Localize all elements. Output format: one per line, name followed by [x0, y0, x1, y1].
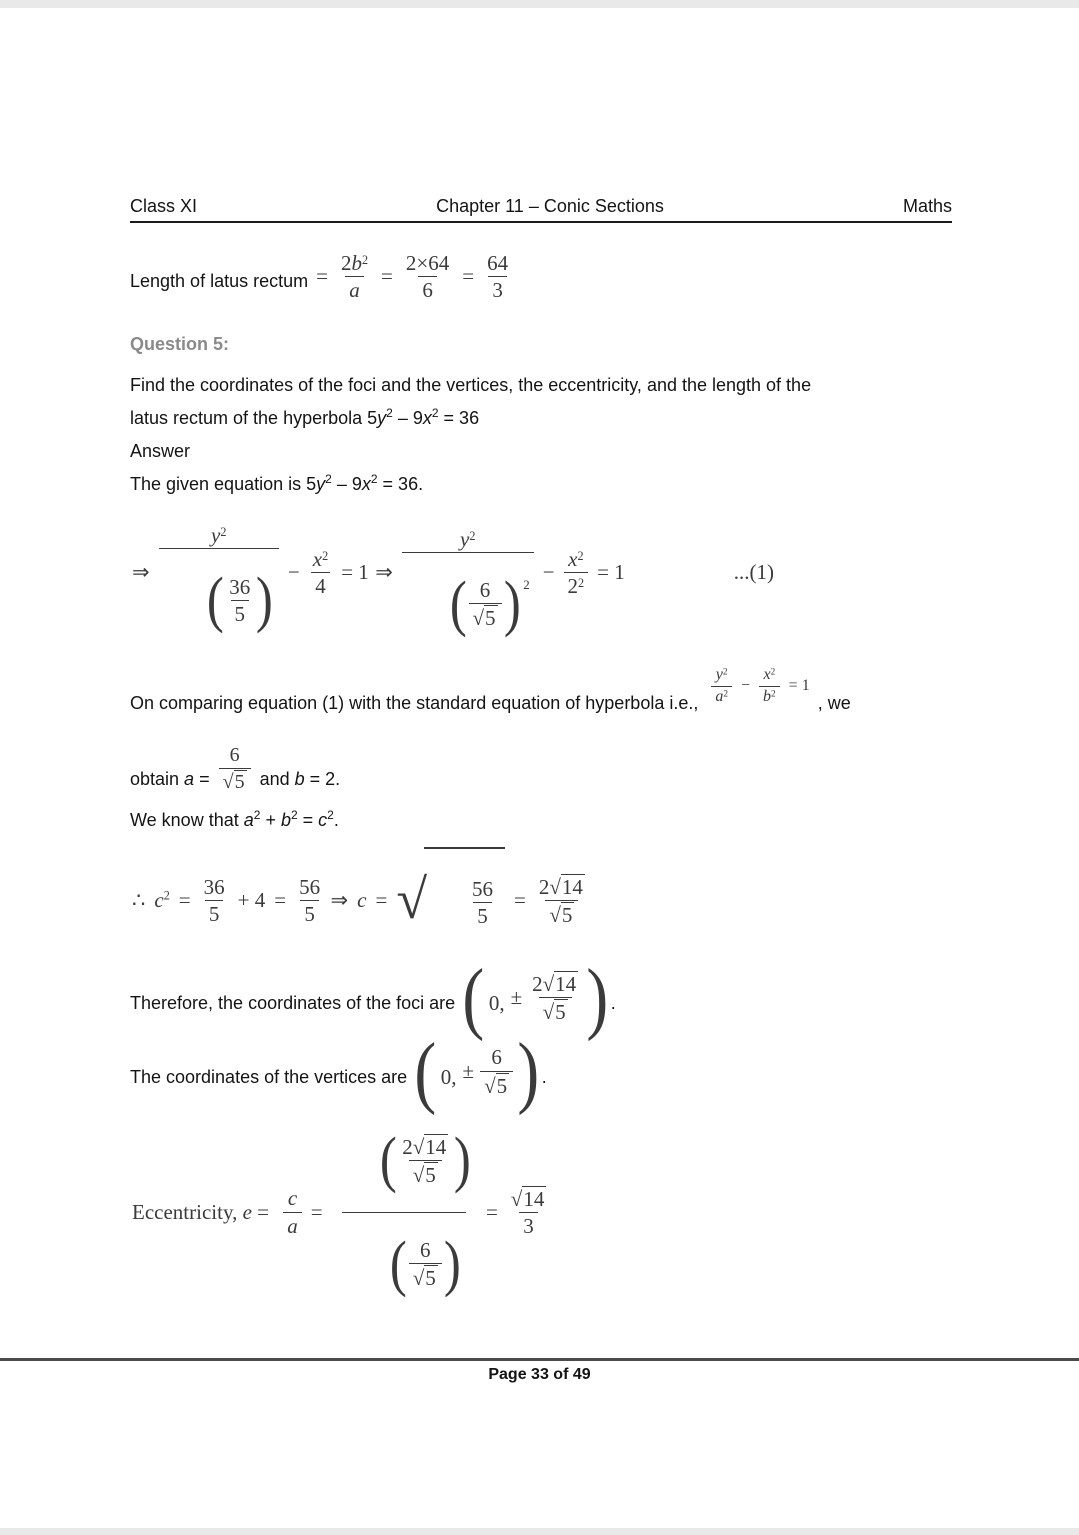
variable-x: x [422, 408, 432, 429]
coefficient: 2 [402, 1134, 413, 1159]
radicand: 14 [555, 971, 577, 996]
zero-coordinate: 0, [488, 991, 505, 1016]
radical-icon: √ [412, 1162, 425, 1187]
foci-line [130, 953, 952, 1042]
compare-line [130, 666, 952, 720]
fraction-56-5: $\frac{56}{5}$ [472, 877, 494, 929]
radical-icon: √ [542, 971, 555, 996]
doc-header [130, 196, 952, 223]
fraction-x2-b2: $\frac{x^2}{b^2}$ [759, 666, 780, 706]
foci-text: Therefore, the coordinates of the foci are [130, 992, 461, 1013]
fraction-y2-over-36-5 [159, 523, 279, 650]
minus-sign: − [287, 560, 300, 585]
variable-c: c [287, 1186, 298, 1211]
numerator: 6 [420, 1238, 431, 1263]
period: . [610, 992, 616, 1013]
sqrt-5 [473, 605, 498, 630]
equals-sign: = [375, 887, 388, 912]
close-paren: ) [454, 1125, 472, 1194]
variable-x: x [568, 546, 578, 571]
denominator: 6 [418, 276, 437, 302]
radicand: 5 [425, 1266, 436, 1291]
numerator: 64 [487, 251, 509, 275]
radicand: 14 [523, 1186, 545, 1211]
base: 2 [567, 574, 579, 599]
exponent: 2 [431, 406, 439, 421]
page-number: Page 33 of 49 [488, 1366, 591, 1383]
denominator: 4 [311, 572, 330, 598]
numerator: 2×64 [405, 251, 450, 275]
radical-icon: √ [222, 771, 234, 794]
c-squared-line [132, 875, 324, 926]
latus-rectum-label: Length of latus rectum [130, 271, 309, 292]
radicand: 5 [561, 902, 573, 927]
sqrt-14 [413, 1134, 449, 1159]
variable-c: c [318, 810, 328, 831]
numerator: 6 [491, 1045, 502, 1070]
header-subject: Maths [902, 196, 952, 216]
variable-b: b [351, 251, 362, 275]
plus-4: + 4 [237, 887, 266, 912]
variable-y: y [316, 474, 326, 495]
equals-sign: = [381, 264, 393, 289]
sqrt-14 [511, 1186, 547, 1211]
fraction-6-sqrt5 [219, 744, 251, 794]
variable-y: y [460, 526, 470, 551]
equals-sign: = [274, 887, 287, 912]
fraction-6-sqrt5 [480, 1045, 513, 1097]
open-paren: ( [449, 569, 467, 638]
period: . [541, 1066, 547, 1087]
latus-rectum-equation [316, 251, 512, 302]
numerator: 6 [229, 744, 240, 767]
radicand: 14 [561, 874, 583, 899]
sqrt-5 [549, 902, 574, 927]
implies-arrow-icon: ⇒ [330, 887, 349, 912]
radical-icon: √ [396, 868, 428, 931]
equals-1: = 1 [597, 560, 625, 585]
latus-rectum-line [130, 251, 952, 303]
equals-sign: = [310, 1199, 323, 1224]
radicand: 5 [485, 606, 496, 631]
radical-icon: √ [510, 1186, 523, 1211]
radical-icon: √ [549, 874, 561, 899]
close-paren: ) [517, 1027, 540, 1116]
numerator: 6 [479, 578, 491, 603]
paren-6-sqrt5 [388, 1229, 462, 1298]
sqrt-5 [413, 1265, 438, 1290]
radicand: 14 [425, 1134, 447, 1159]
equals-sign: = [462, 264, 475, 289]
plus-minus-sign: ± [510, 985, 523, 1010]
compare-text: On comparing equation (1) with the standard equation of hyperbola i.e., [130, 693, 704, 714]
variable-x: x [312, 546, 323, 571]
equation-1 [132, 509, 369, 636]
minus-sign: − [741, 677, 751, 695]
variable-y: y [211, 523, 221, 548]
footer-rule [0, 1358, 1079, 1361]
foci-coordinates [460, 953, 611, 1042]
coefficient: 2 [532, 971, 543, 996]
exponent: 2 [386, 406, 393, 421]
implies-arrow-icon: ⇒ [132, 560, 150, 585]
exponent: 2 [577, 548, 584, 563]
variable-b: b [280, 810, 291, 831]
fraction-y2-over-6-sqrt5-squared [402, 527, 534, 655]
equals-sign: = [514, 887, 526, 912]
c-value-line [331, 847, 589, 953]
exponent: 2 [220, 525, 227, 540]
sqrt-5 [223, 770, 247, 794]
document-page [130, 0, 952, 1315]
open-paren: ( [414, 1027, 437, 1116]
variable-x: x [361, 474, 371, 495]
question-heading: Question 5: [130, 334, 230, 355]
open-paren: ( [462, 953, 485, 1042]
minus-sign: − [542, 560, 555, 585]
fraction-36-5 [225, 575, 254, 626]
radical-icon: √ [484, 1073, 496, 1098]
close-paren: ) [586, 953, 609, 1042]
coefficient: 2 [340, 251, 352, 275]
vertices-text: The coordinates of the vertices are [130, 1066, 413, 1087]
coefficient: 2 [538, 874, 550, 899]
open-paren: ( [379, 1125, 397, 1194]
vertices-coordinates [412, 1027, 542, 1116]
variable-a: a [184, 769, 195, 790]
equals-1: = 1 [341, 560, 369, 585]
fraction-2sqrt14-sqrt5 [528, 971, 582, 1024]
denominator: 3 [519, 1212, 538, 1238]
fraction-sqrt14-3 [507, 1186, 551, 1238]
radical-icon: √ [472, 606, 485, 631]
denominator: 3 [488, 276, 507, 302]
exponent: 2 [322, 548, 329, 563]
obtain-line: obtain a = 6 √ 5 and b = 2. [130, 744, 341, 794]
sqrt-5 [543, 999, 568, 1024]
radicand: 5 [425, 1162, 436, 1187]
fraction-6-sqrt5 [469, 578, 502, 630]
variable-b: b [294, 769, 305, 790]
exponent: 2 [578, 576, 585, 591]
therefore-icon: ∴ [132, 887, 146, 912]
equals-sign: = [316, 264, 328, 289]
sqrt-5 [484, 1073, 509, 1098]
close-paren: ) [256, 565, 274, 634]
variable-e: e [242, 1199, 252, 1224]
know-line: We know that $a^2 + b^2 = c^2$. [130, 808, 339, 831]
exponent: 2 [163, 888, 170, 903]
radical-icon: √ [412, 1266, 425, 1291]
question-text-line-1: Find the coordinates of the foci and the vertices, the eccentricity, and the length of the [130, 375, 812, 396]
exponent: 2 [370, 472, 378, 487]
sqrt-14 [543, 971, 579, 996]
fraction-2sqrt14-sqrt5 [398, 1134, 452, 1187]
open-paren: ( [389, 1229, 407, 1298]
plus-minus-sign: ± [462, 1059, 475, 1084]
page-edge-bottom [0, 1528, 1079, 1535]
fraction-2x64-6 [402, 251, 453, 302]
equals-sign: = [178, 887, 191, 912]
implies-arrow-icon: ⇒ [375, 560, 393, 585]
numerator: 36 [229, 574, 251, 599]
exponent: 2 [325, 472, 332, 487]
fraction-36-5: $\frac{36}{5}$ [203, 874, 225, 926]
answer-label: Answer [130, 441, 191, 462]
equation-2 [375, 509, 774, 637]
given-equation-line: The given equation is $5y^2 - 9x^2 = 36$. [130, 472, 424, 495]
sqrt-56-over-5 [396, 847, 505, 953]
vertices-line [130, 1027, 952, 1116]
fraction-56-5: $\frac{56}{5}$ [299, 874, 321, 926]
variable-a: a [345, 276, 364, 302]
variable-a: a [283, 1212, 302, 1238]
sqrt-14 [549, 874, 585, 899]
close-paren: ) [503, 569, 521, 638]
outer-exponent: 2 [523, 577, 530, 593]
zero-coordinate: 0, [440, 1065, 457, 1090]
header-chapter-title: Chapter 11 – Conic Sections [436, 196, 664, 216]
eccentricity-label: Eccentricity, [132, 1199, 243, 1224]
variable-c: c [357, 887, 367, 912]
paren-2sqrt14-sqrt5 [378, 1125, 473, 1194]
fraction-y2-a2: $y^2$ $a^2$ [711, 666, 732, 706]
equals-sign: = [485, 1199, 498, 1224]
radical-icon: √ [542, 1000, 555, 1025]
question-text-line-2: latus rectum of the hyperbola $5y^2 - 9x^2 = 36$ [130, 406, 480, 429]
fraction-64-3 [483, 251, 512, 302]
close-paren: ) [443, 1229, 461, 1298]
radicand: 5 [555, 1000, 566, 1025]
big-fraction [332, 1110, 477, 1315]
radicand: 5 [496, 1073, 508, 1098]
standard-hyperbola-equation: $y^2$ $a^2$ − $\frac{x^2}{b^2}$ = 1 [711, 666, 809, 706]
fraction-c-a [283, 1186, 302, 1237]
fraction-x2-22 [564, 547, 589, 598]
header-class: Class XI [130, 196, 198, 216]
radical-icon: √ [412, 1134, 425, 1159]
compare-text-end: , we [817, 693, 851, 714]
variable-a: a [243, 810, 254, 831]
open-paren: ( [206, 565, 224, 634]
eccentricity-line: Eccentricity, e = $\frac{c}{a}$ = ( 2 √ 14 √ 5 ) ( 6 √ 5 ) = √ 14 3 [132, 1110, 550, 1315]
fraction-2b2-a [337, 251, 372, 302]
sqrt-5 [413, 1162, 438, 1187]
variable-c: c [154, 887, 164, 912]
fraction-2sqrt14-sqrt5 [535, 874, 589, 927]
exponent: 2 [361, 252, 369, 267]
fraction-6-sqrt5 [409, 1238, 442, 1290]
equation-number-label: ...(1) [733, 560, 774, 585]
radicand: 5 [234, 771, 245, 794]
fraction-x2-4 [309, 547, 332, 598]
denominator: 5 [231, 600, 250, 626]
radical-icon: √ [549, 902, 561, 927]
exponent: 2 [469, 528, 476, 543]
variable-y: y [377, 408, 387, 429]
